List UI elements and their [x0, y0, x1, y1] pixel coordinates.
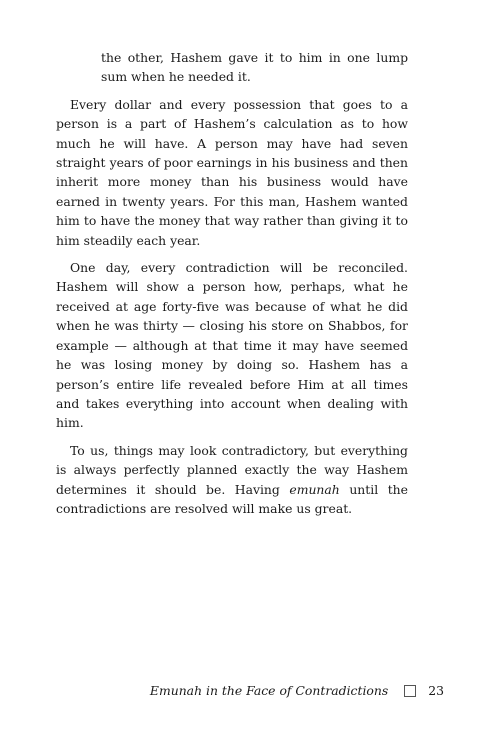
- continued-indented-text: the other, Hashem gave it to him in one lump sum when he needed it.: [101, 50, 408, 85]
- page-footer: [0, 683, 444, 698]
- paragraph-3-before: To us, things may look contradictory, but everything is always perfectly planned exactly the way Hashem determines it should be. Having: [56, 442, 408, 497]
- paragraph-2: One day, every contradiction will be reconciled. Hashem will show a person how, perhaps, what he received at age forty-five was because of what he did when he was thirty — closing his store on Shabbos, for example — although at that time it may have seemed he was losing money by doing so. Hashem has a person’s entire life revealed before Him at all times and takes everything into account when dealing with him.: [56, 260, 408, 431]
- paragraph-3-after: until the contradictions are resolved will make us great.: [56, 481, 408, 516]
- page-number: 23: [428, 683, 444, 698]
- running-title: Emunah in the Face of Contradictions: [149, 683, 389, 698]
- square-ornament-icon: [404, 685, 416, 697]
- paragraph-3-emphasis: emunah: [289, 481, 340, 497]
- page-body: [56, 48, 408, 526]
- paragraph-3: [56, 441, 408, 519]
- paragraph-1: Every dollar and every possession that goes to a person is a part of Hashem’s calculation as to how much he will have. A person may have had seven straight years of poor earnings in his business and then inherit more money than his business would have earned in twenty years. For this man, Hashem wanted him to have the money that way rather than giving it to him steadily each year.: [56, 96, 408, 248]
